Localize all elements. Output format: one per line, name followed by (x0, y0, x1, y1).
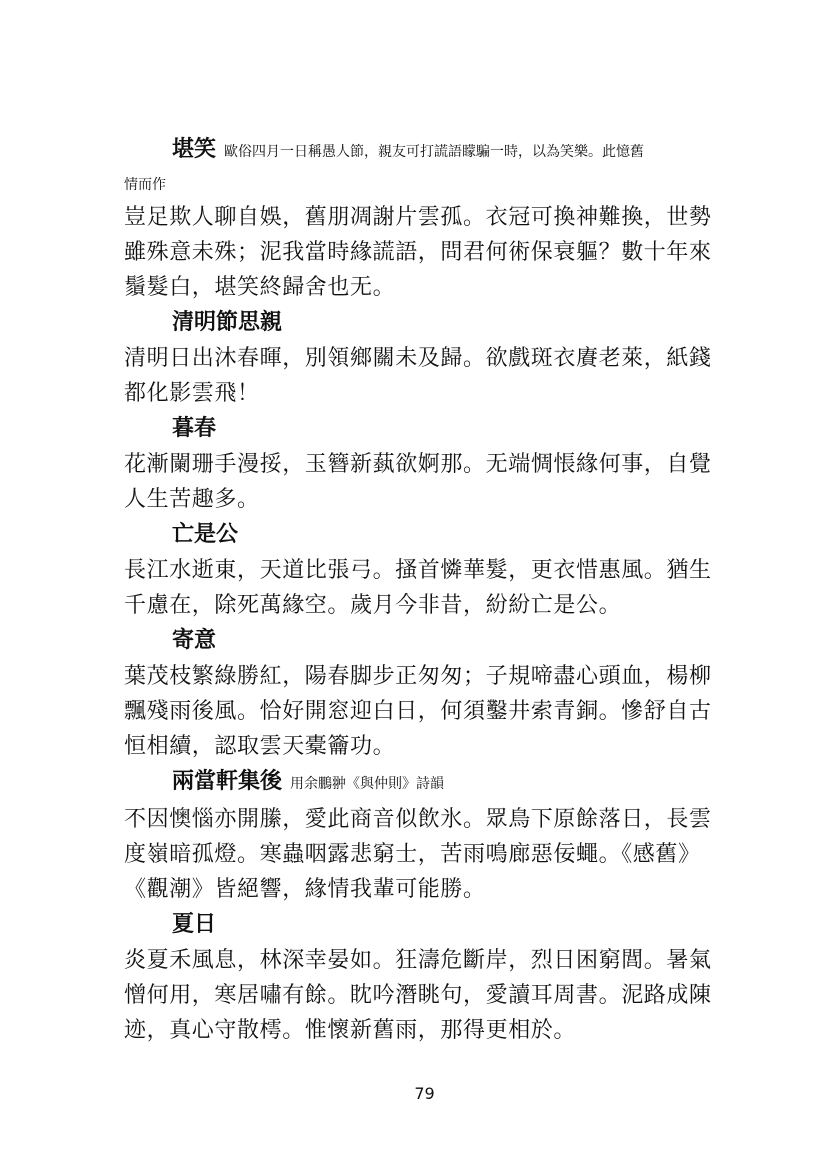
poem-title-line (124, 907, 724, 943)
poem-body: 不因懊惱亦開縢，愛此商音似飲氷。眾鳥下原餘落日，長雲度嶺暗孤燈。寒蟲咽露悲窮士，苦雨鳴廊惡佞蠅。《感舊》《觀潮》皆絕響，緣情我輩可能勝。 (124, 807, 712, 902)
poem-title: 堪笑 (172, 137, 217, 162)
poem-body: 豈足欺人聊自娛，舊朋凋謝片雲孤。衣冠可換神難換，世勢雖殊意未殊；泥我當時緣謊語，問君何術保衰軀？數十年來鬚髮白，堪笑終歸舍也无。 (124, 205, 712, 300)
poem-title: 亡是公 (172, 522, 239, 547)
poem-preface: 歐俗四月一日稱愚人節，親友可打謊語矇騙一時，以為笑樂。此憶舊 (224, 144, 645, 160)
poem-content (124, 132, 724, 1048)
poem-body: 清明日出沐春暉，別領鄉關未及歸。欲戲斑衣賡老萊，紙錢都化影雲飛！ (124, 346, 712, 406)
poem-title-line (124, 132, 724, 170)
poem-title-line (124, 305, 724, 341)
poem-body: 葉茂枝繁綠勝紅，陽春脚步正匆匆；子規啼盡心頭血，楊柳飄殘雨後風。恰好開窓迎白日，何須鑿井索青銅。慘舒自古恒相續，認取雲天橐籥功。 (124, 664, 712, 759)
poem-title-line (124, 517, 724, 553)
poem-body: 炎夏禾風息，林深幸晏如。狂濤危斷岸，烈日困窮閭。暑氣憎何用，寒居嘯有餘。眈吟潛眺句，愛讀耳周書。泥路成陳迹，真心守散樗。惟懷新舊雨，那得更相於。 (124, 948, 712, 1043)
poem-title: 夏日 (172, 912, 217, 937)
poem-title-line (124, 411, 724, 447)
poem-body: 長江水逝東，天道比張弓。搔首憐華髮，更衣惜惠風。猶生千慮在，除死萬緣空。歲月今非昔，紛紛亡是公。 (124, 558, 712, 618)
poem-preface: 用余鵬翀《與仲則》詩韻 (290, 776, 445, 792)
poem-title-line (124, 764, 724, 802)
poem-body: 花漸闌珊手漫挼，玉簪新蓺欲婀那。无端惆悵緣何事，自覺人生苦趣多。 (124, 452, 712, 512)
poem-title-line (124, 623, 724, 659)
page-number: 79 (414, 1084, 435, 1103)
poem-title: 暮春 (172, 416, 217, 441)
poem-title: 兩當軒集後 (172, 769, 283, 794)
poem-preface-continued: 情而作 (124, 177, 166, 193)
poem-title: 寄意 (172, 628, 217, 653)
poem-title: 清明節思親 (172, 310, 283, 335)
